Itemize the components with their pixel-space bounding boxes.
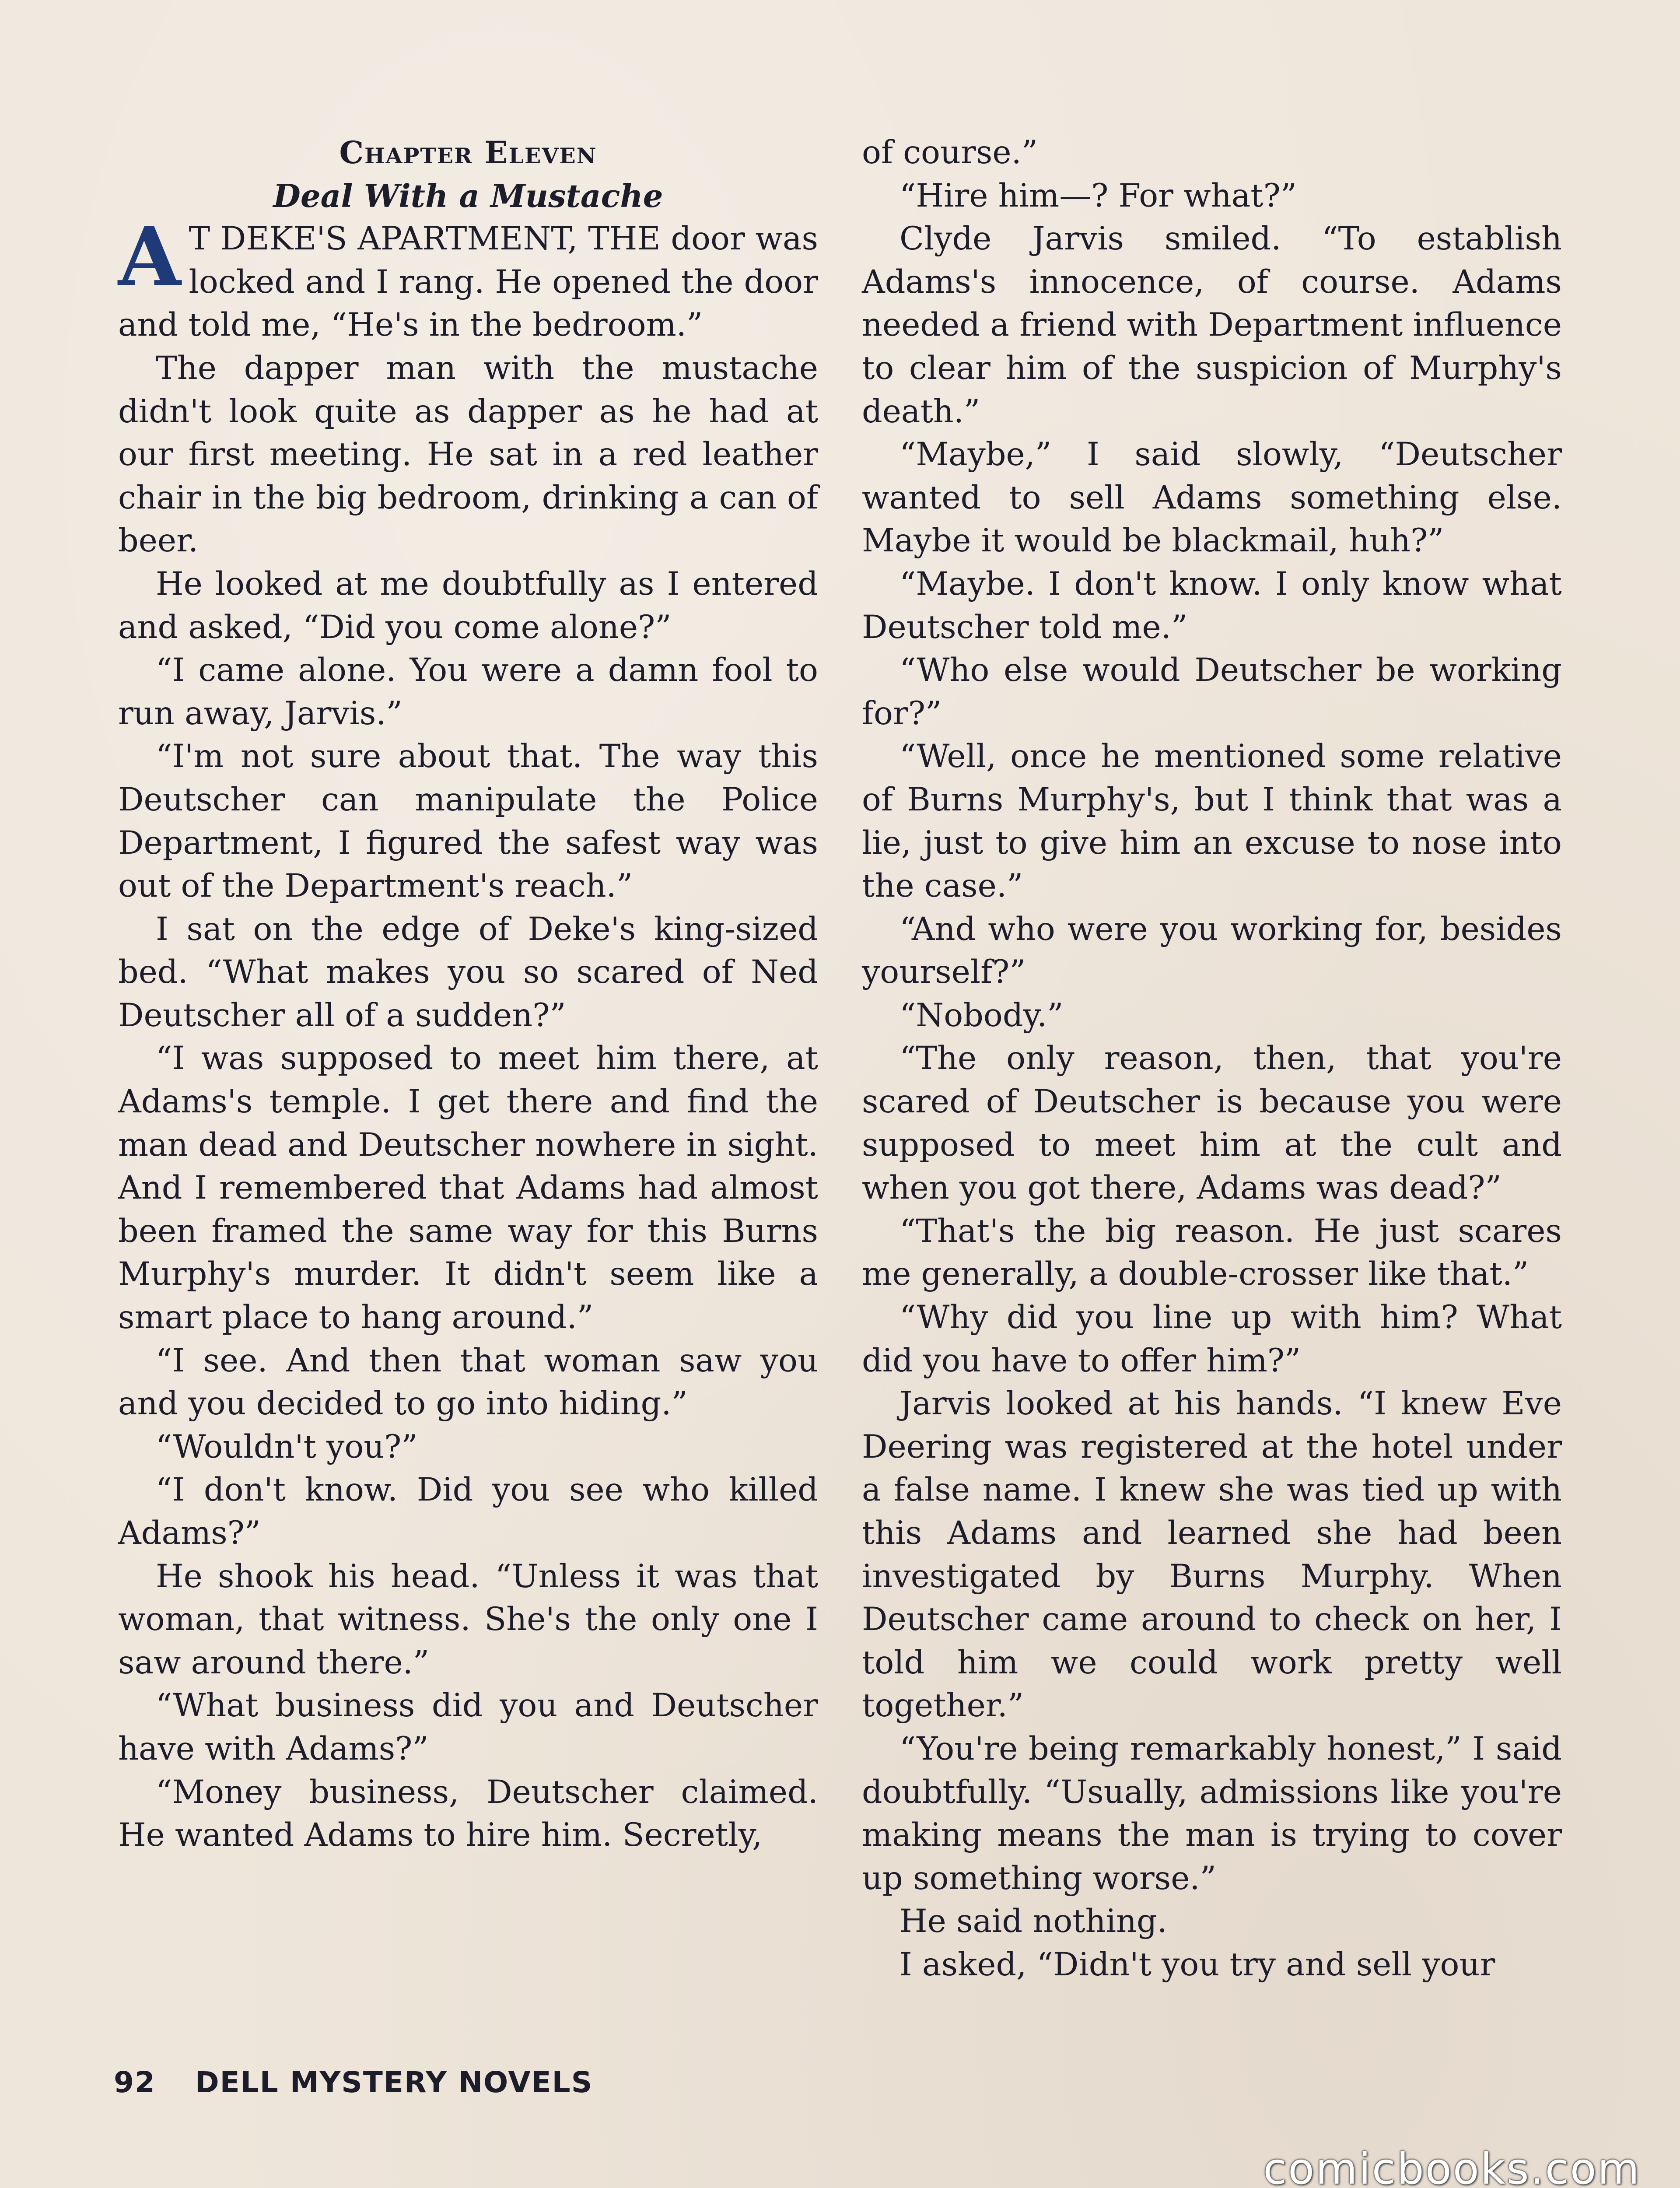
left-paragraph: The dapper man with the mustache didn't look quite as dapper as he had at our first meeting. He sat in a red leather chair in the big bedroom, drinking a can of beer. — [118, 349, 818, 560]
left-paragraph: “Wouldn't you?” — [156, 1428, 418, 1466]
right-paragraph: Jarvis looked at his hands. “I knew Eve Deering was registered at the hotel under a false name. I knew she was tied up with this Adams and learned she had been investigated by Burns Murphy. When Deutscher came around to check on her, I told him we could work pretty well together.” — [862, 1385, 1562, 1725]
right-paragraph: Clyde Jarvis smiled. “To establish Adams's innocence, of course. Adams needed a friend with Department influence to clear him of the suspicion of Murphy's death.” — [862, 220, 1562, 430]
right-paragraph: “Why did you line up with him? What did you have to offer him?” — [862, 1299, 1562, 1379]
left-paragraph: “Money business, Deutscher claimed. He wanted Adams to hire him. Secretly, — [118, 1773, 818, 1854]
right-paragraph: “Hire him—? For what?” — [900, 177, 1297, 214]
left-paragraph: He looked at me doubtfully as I entered and asked, “Did you come alone?” — [118, 565, 818, 646]
left-paragraph: “I'm not sure about that. The way this Deutscher can manipulate the Police Department, I figured the safest way was out of the Department's reach.” — [118, 738, 818, 905]
left-paragraph: “I see. And then that woman saw you and you decided to go into hiding.” — [118, 1342, 818, 1423]
opening-paragraph — [118, 209, 818, 347]
right-paragraph: “Who else would Deutscher be working for?” — [862, 652, 1562, 732]
right-paragraph: “Well, once he mentioned some relative of Burns Murphy's, but I think that was a lie, just to give him an excuse to nose into the case.” — [862, 738, 1562, 905]
drop-cap: A — [118, 209, 181, 305]
right-paragraph: “Maybe,” I said slowly, “Deutscher wanted to sell Adams something else. Maybe it would be blackmail, huh?” — [862, 436, 1562, 560]
continuation-line: of course.” — [862, 134, 1038, 171]
right-column — [862, 131, 1562, 1987]
site-watermark: comicbooks.com — [1263, 2144, 1641, 2188]
chapter-label: Chapter Eleven — [339, 134, 597, 171]
right-paragraph: “The only reason, then, that you're scared of Deutscher is because you were supposed to meet him at the cult and when you got there, Adams was dead?” — [862, 1040, 1562, 1207]
right-paragraph: “You're being remarkably honest,” I said doubtfully. “Usually, admissions like you're making means the man is trying to cover up something worse.” — [862, 1730, 1562, 1897]
right-paragraph: “Maybe. I don't know. I only know what Deutscher told me.” — [862, 565, 1562, 646]
page-number: 92 — [114, 2065, 156, 2099]
right-paragraph: “Nobody.” — [900, 996, 1064, 1034]
page-footer — [114, 2065, 593, 2099]
opening-text: T DEKE'S APARTMENT, THE door was locked and I rang. He opened the door and told me, “He's in the bedroom.” — [118, 220, 818, 344]
left-paragraph: He shook his head. “Unless it was that woman, that witness. She's the only one I saw around there.” — [118, 1557, 818, 1681]
left-paragraphs — [118, 347, 818, 1857]
left-paragraph: “What business did you and Deutscher have with Adams?” — [118, 1687, 818, 1767]
right-paragraph: “And who were you working for, besides yourself?” — [862, 910, 1562, 991]
left-column — [118, 131, 818, 1857]
left-paragraph: “I was supposed to meet him there, at Adams's temple. I get there and find the man dead and Deutscher nowhere in sight. And I remembered that Adams had almost been framed the same way for this Burns Murphy's murder. It didn't seem like a smart place to hang around.” — [118, 1040, 818, 1336]
left-paragraph: “I don't know. Did you see who killed Adams?” — [118, 1471, 818, 1552]
right-paragraph: “That's the big reason. He just scares me generally, a double-crosser like that.” — [862, 1212, 1562, 1293]
chapter-title: Deal With a Mustache — [273, 177, 663, 214]
right-paragraphs — [862, 175, 1562, 1987]
right-paragraph: I asked, “Didn't you try and sell your — [900, 1946, 1495, 1983]
right-paragraph: He said nothing. — [900, 1903, 1167, 1940]
left-paragraph: I sat on the edge of Deke's king-sized bed. “What makes you so scared of Ned Deutscher all of a sudden?” — [118, 910, 818, 1034]
publication-name: DELL MYSTERY NOVELS — [195, 2065, 593, 2099]
left-paragraph: “I came alone. You were a damn fool to run away, Jarvis.” — [118, 652, 818, 732]
